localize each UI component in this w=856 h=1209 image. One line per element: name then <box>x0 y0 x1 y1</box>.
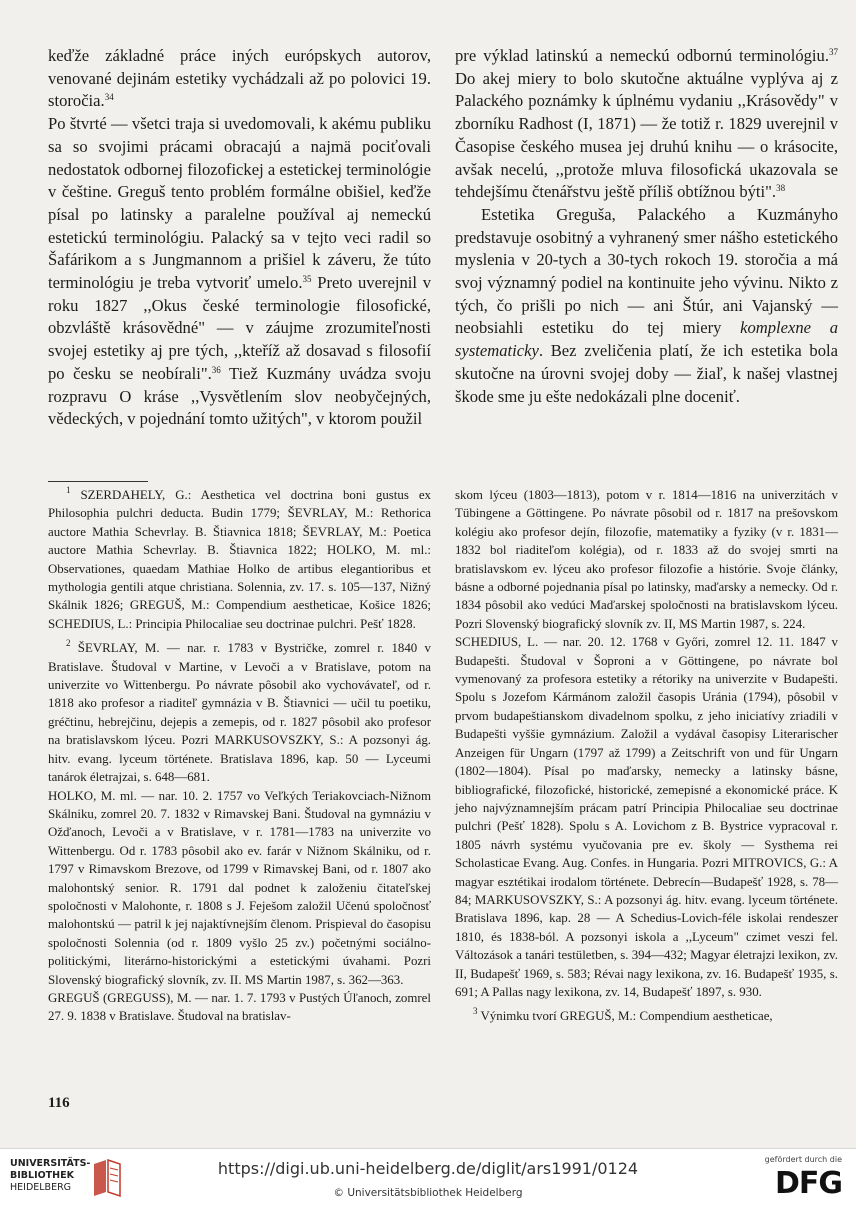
logo-text-line1: UNIVERSITÄTS- <box>10 1158 91 1169</box>
footnote: $^2$ ŠEVRLAY, M. — nar. r. 1783 v Bystričke, zomrel r. 1840 v Bratislave. Študoval v Martine, v Levoči a v Bratislave, potom na univerzite vo Wittenbergu. Po návrate pôsobil ako vychovávateľ, od r. 1818 ako profesor a riaditeľ gymnázia v B. Štiavnici — učil tu poetiku, gréčtinu, hebrejčinu, dejepis a zemepis, od r. 1827 pôsobil ako profesor na bratislavskom lýceu. Pozri MARKUSOVSZKY, S.: A pozsonyi ág. hitv. evang. lyceum története. Bratislava 1896, kap. 50 — Lyceumi tanárok életrajzai, s. 648—681. <box>48 638 431 785</box>
copyright-notice: © Universitätsbibliothek Heidelberg <box>333 1187 523 1199</box>
footnotes-right <box>455 486 838 1026</box>
italic-phrase: komplexne a systematicky <box>455 318 838 361</box>
footnote-entry: SCHEDIUS, L. — nar. 20. 12. 1768 v Győri, zomrel 12. 11. 1847 v Budapešti. Študoval v Šoproni a v Göttingene, po návrate bol vymenovaný za profesora estetiky a rétoriky na univerzite v Budapešti. Spolu s Jozefom Kármánom založil časopis Uránia (1794), pôsobil v prvom budapeštianskom divadelnom spolku, z jeho iniciatívy zriadili v Budapešti vyššie gymnázium. Založil a vydával časopisy Literarischer Anzeigen für Ungarn (1797 až 1799) a Zeitschrift von und für Ungarn (1802—1804). Písal po maďarsky, nemecky a latinsky básne, bibliografické, filozofické, historické, zemepisné a ekonomické práce. K jeho najvýznamnejším prácam patrí Principia Philocaliae seu doctrinae pulchri (Pešť 1828). Spolu s A. Lovichom z B. Bystrice vypracoval r. 1805 návrh systému vyučovania pre ev. školy — Systhema rei Scholasticae Evang. Aug. Confes. in Hungaria. Pozri MITROVICS, G.: A magyar esztétikai irodalom története. Debrecín—Budapešť 1928, s. 78—84; MARKUSOVSZKY, S.: A pozsonyi ág. hitv. evang. lyceum története. Bratislava 1896, kap. 28 — A Schedius-Lovich-féle iskolai rendeszer 1810, és 1838-ból. A pozsonyi iskola a ,,Lyceum" czimet veszi fel. Változások a tanári testületben, s. 394—432; Magyar életrajzi lexikon, zv. II, Budapešť 1969, s. 583; Révai nagy lexikona, zv. 16. Budapešť 1935, s. 691; A Pallas nagy lexikona, zv. 14, Budapešť 1897, s. 930. <box>455 635 838 999</box>
footnote-ref: 34 <box>104 92 114 103</box>
footnote-separator <box>48 481 148 482</box>
dfg-wordmark: DFG <box>774 1166 842 1201</box>
footnote: $^1$ SZERDAHELY, G.: Aesthetica vel doctrina boni gustus ex Philosophia pulchri deducta. Budin 1779; ŠEVRLAY, M.: Rethorica auctore Mathia Schevrlay. B. Štiavnica 1818; ŠEVRLAY, M.: Poetica auctore Mathia Schevrlay. B. Štiavnica 1822; HOLKO, M. ml.: Observationes, quaedam Mathiae Holko de artibus elegantioribus et mythologia gentili atque christiana. Solennia, zv. 17. s. 105—137, Nižný Skálnik 1826; GREGUŠ, M.: Compendium aestheticae, Košice 1826; SCHEDIUS, L.: Principia Philocaliae seu doctrinae pulchri. Pešť 1828. <box>48 485 431 631</box>
logo-text-line3: HEIDELBERG <box>10 1182 72 1193</box>
footnote-number: 1 <box>66 485 71 495</box>
paragraph: Estetika Greguša, Palackého a Kuzmányho predstavuje osobitný a vyhranený smer nášho estetického myslenia v 20-tych a 30-tych rokoch 19. storočia a má svoj významný podiel na kontinuite jeho vývinu. Nikto z tých, čo prišli po nich — ani Štúr, ani Vajanský — neobsiahli estetiku do tej miery komplexne a systematicky. Bez zveličenia platí, že ich estetika bola skutočne na úrovni svojej doby — žiaľ, k našej vlastnej škode sme ju ešte nedokázali plne doceniť. <box>455 204 838 406</box>
logo-text-line2: BIBLIOTHEK <box>10 1170 74 1181</box>
footnote-ref: 38 <box>776 183 786 194</box>
footnote-ref: 36 <box>211 364 221 375</box>
footnote-number: 2 <box>66 638 71 649</box>
footnote: $^3$ Výnimku tvorí GREGUŠ, M.: Compendium aestheticae, <box>473 1006 773 1024</box>
paragraph: pre výklad latinskú a nemeckú odbornú terminológiu.$^{37}$ Do akej miery to bolo skutočne aktuálne vyplýva aj z Palackého poznámky k úplnému vydaniu ,,Krásovědy" v zborníku Radhost (I, 1871) — že totiž r. 1829 uverejnil v Časopise českého museа jej druhú knihu — o krásocite, avšak necelú, ,,protože mluva filosofická ukazovala se tehdejšímu čtenářstvu ještě příliš obtížnou býti".$^{38}$ <box>455 46 838 202</box>
footnote-entry: skom lýceu (1803—1813), potom v r. 1814—1816 na univerzitách v Tübingene a Göttingene. Po návrate pôsobil od r. 1817 na prešovskom kolégiu ako profesor dejín, filozofie, matematiky a fyziky (v r. 1831—1832 bol riaditeľom kolégia), od r. 1833 až do svojej smrti na bratislavskom ev. lýceu ako profesor filozofie a histórie. Svoje články, básne a odborné pojednania písal po latinsky, maďarsky a nemecky. Od r. 1834 pôsobil ako vedúci Maďarskej spoločnosti na bratislavskom lýceu. Pozri Slovenský biografický slovník zv. II, MS Martin 1987, s. 224. <box>455 488 838 631</box>
page-number: 116 <box>48 1095 70 1111</box>
funded-by-text: gefördert durch die <box>764 1155 842 1164</box>
footnote-ref: 37 <box>829 47 838 57</box>
footnote-ref: 35 <box>302 274 312 285</box>
paragraph: keďže základné práce iných európskych autorov, venované dejinám estetiky vychádzali až po polovici 19. storočia.$^{34}$ <box>48 46 431 111</box>
footnotes-left <box>48 486 431 1026</box>
footnote-number: 3 <box>473 1006 478 1017</box>
footnote-entry: HOLKO, M. ml. — nar. 10. 2. 1757 vo Veľkých Teriakovciach-Nižnom Skálniku, zomrel 20. 7. 1832 v Rimavskej Bani. Študoval na gymnáziu v Ožďanoch, Levoči a v Bratislave, v r. 1781—1783 na univerzite vo Wittenbergu. Od r. 1783 pôsobil ako ev. farár v Nižnom Skálniku, od r. 1797 v Rimavskom Brezove, od 1799 v Rimavskej Bani, od r. 1807 ako malohontský senior. R. 1791 dal podnet k založeniu čitateľskej spoločnosti v Malohonte, r. 1808 s J. Feješom založil Učenú spoločnosť malohontskú — patril k jej najaktívnejším členom. Prispieval do časopisu spoločnosti Solennia (od r. 1809 vyšlo 25 zv.) početnými sociálno-politickými, literárno-historickými a estetickými úvahami. Pozri Slovenský biografický slovník, zv. II. MS Martin 1987, s. 362—363. <box>48 788 431 987</box>
body-column-left <box>48 45 431 431</box>
paragraph: Po štvrté — všetci traja si uvedomovali, k akému publiku sa so svojimi prácami obracajú a najmä pociťovali nedostatok odbornej filozofickej a estetickej terminológie v češtine. Greguš tento problém formálne obišiel, keďže písal po latinsky a paralelne používal aj nemeckú estetickú terminológiu. Palacký sa v tejto veci radil so Šafárikom a s Jungmannom a prišiel k záveru, že túto terminológiu je treba vytvoriť umelo.$^{35}$ Preto uverejnil v roku 1827 ,,Okus české terminologie filosofické, obzvláště krásovědné" — v záujme zrozumiteľnosti svojej estetiky aj pre tých, ,,kteříž až dosavad s filosofií po česku se neobírali".$^{36}$ Tiež Kuzmány uvádza svoju rozpravu O kráse ,,Vysvětlením slov neobyčejných, vědeckých, v pojednání tomto užitých", v ktorom použil <box>48 114 432 429</box>
dfg-logo[interactable] <box>752 1155 842 1203</box>
viewer-footer <box>0 1148 856 1209</box>
body-column-right <box>455 45 838 408</box>
permalink-url[interactable]: https://digi.ub.uni-heidelberg.de/diglit/ars1991/0124 <box>217 1159 639 1178</box>
footnote-entry: GREGUŠ (GREGUSS), M. — nar. 1. 7. 1793 v Pustých Úľanoch, zomrel 27. 9. 1838 v Bratislave. Študoval na bratislav- <box>48 990 431 1024</box>
